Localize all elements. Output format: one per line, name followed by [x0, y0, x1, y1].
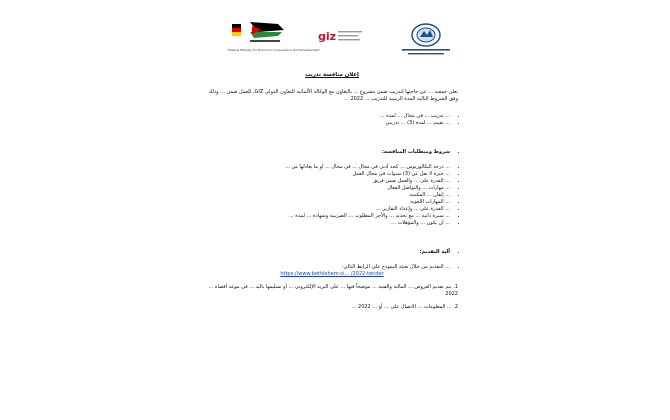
application-step: • ... التقديم من خلال تعبئة النموذج على الرابط التالي:: [206, 264, 450, 271]
announcement-title: إعلان منافسة تدريب: [305, 72, 359, 78]
list-item: • ... درجة البكالوريوس ... كحد أدنى في مجال ... في مجال ... أو ما يعادلها من ...: [206, 164, 450, 171]
german-ministry-caption: Federal Ministry for Economic Cooperation and Development: [228, 48, 320, 52]
requirements-list: [206, 164, 458, 227]
announcement-body: [206, 72, 458, 317]
numbered-instruction-1: 1. يتم تقديم العروض ... المالية والفنية ... موضحاً فيها ... على البريد الإلكتروني ... أو تسليمها باليد ... في موعد أقصاه ... 2022: [208, 284, 458, 297]
list-item: • ... سيرة ذاتية ... مع تحديد ... والأجر المطلوب ... الضريبية وشهادة ... لمدة ...: [206, 213, 450, 220]
list-item: • ... خبرة لا تقل عن (3) سنوات في مجال العمل: [206, 171, 450, 178]
organization-seal-logo: [396, 18, 456, 60]
list-item: • ... أن يكون ... والمؤهلات ...: [206, 220, 450, 227]
header-logos: [228, 18, 458, 60]
list-item: • ... القدرة على ... والعمل ضمن فريق: [206, 178, 450, 185]
list-item: • ... تقييم ... لمدة (3) ... تدريبي: [206, 120, 450, 127]
application-heading-list: [206, 249, 458, 256]
list-item: • ... إتقان ... المكتبية: [206, 192, 450, 199]
list-item: • ... المهارات اللغوية: [206, 199, 450, 206]
application-heading: • آلية التقديم:: [206, 249, 450, 256]
list-item: • ... تدريب ... في مجال ... لمدة ...: [206, 113, 450, 120]
giz-logo-text: giz: [318, 30, 337, 43]
german-ministry-logo: [228, 18, 320, 60]
numbered-instruction-2: 2. ... المعلومات ... الاتصال على ... أو ... 2022 ...: [351, 304, 458, 310]
requirements-heading-list: [206, 149, 458, 156]
application-steps-list: [206, 264, 458, 271]
application-form-link[interactable]: https://www.bethlehem-ci... /2022-tender: [280, 271, 384, 277]
list-item: • ... مهارات ... والتواصل الفعال: [206, 185, 450, 192]
requirements-heading: • شروط ومتطلبات المنافسة:: [206, 149, 450, 156]
list-item: • ... القدرة على ... وإعداد التقارير ...: [206, 206, 450, 213]
objectives-list: [206, 113, 458, 127]
intro-paragraph: تعلن جمعية ... عن حاجتها لتدريب ضمن مشروع ... بالتعاون مع الوكالة الألمانية للتعاون الدولي GIZ، للعمل ضمن ... وذلك وفق الشروط التالية المدة الزمنية للتدريب ... 2022 ...: [208, 89, 458, 102]
giz-logo: [316, 18, 366, 58]
